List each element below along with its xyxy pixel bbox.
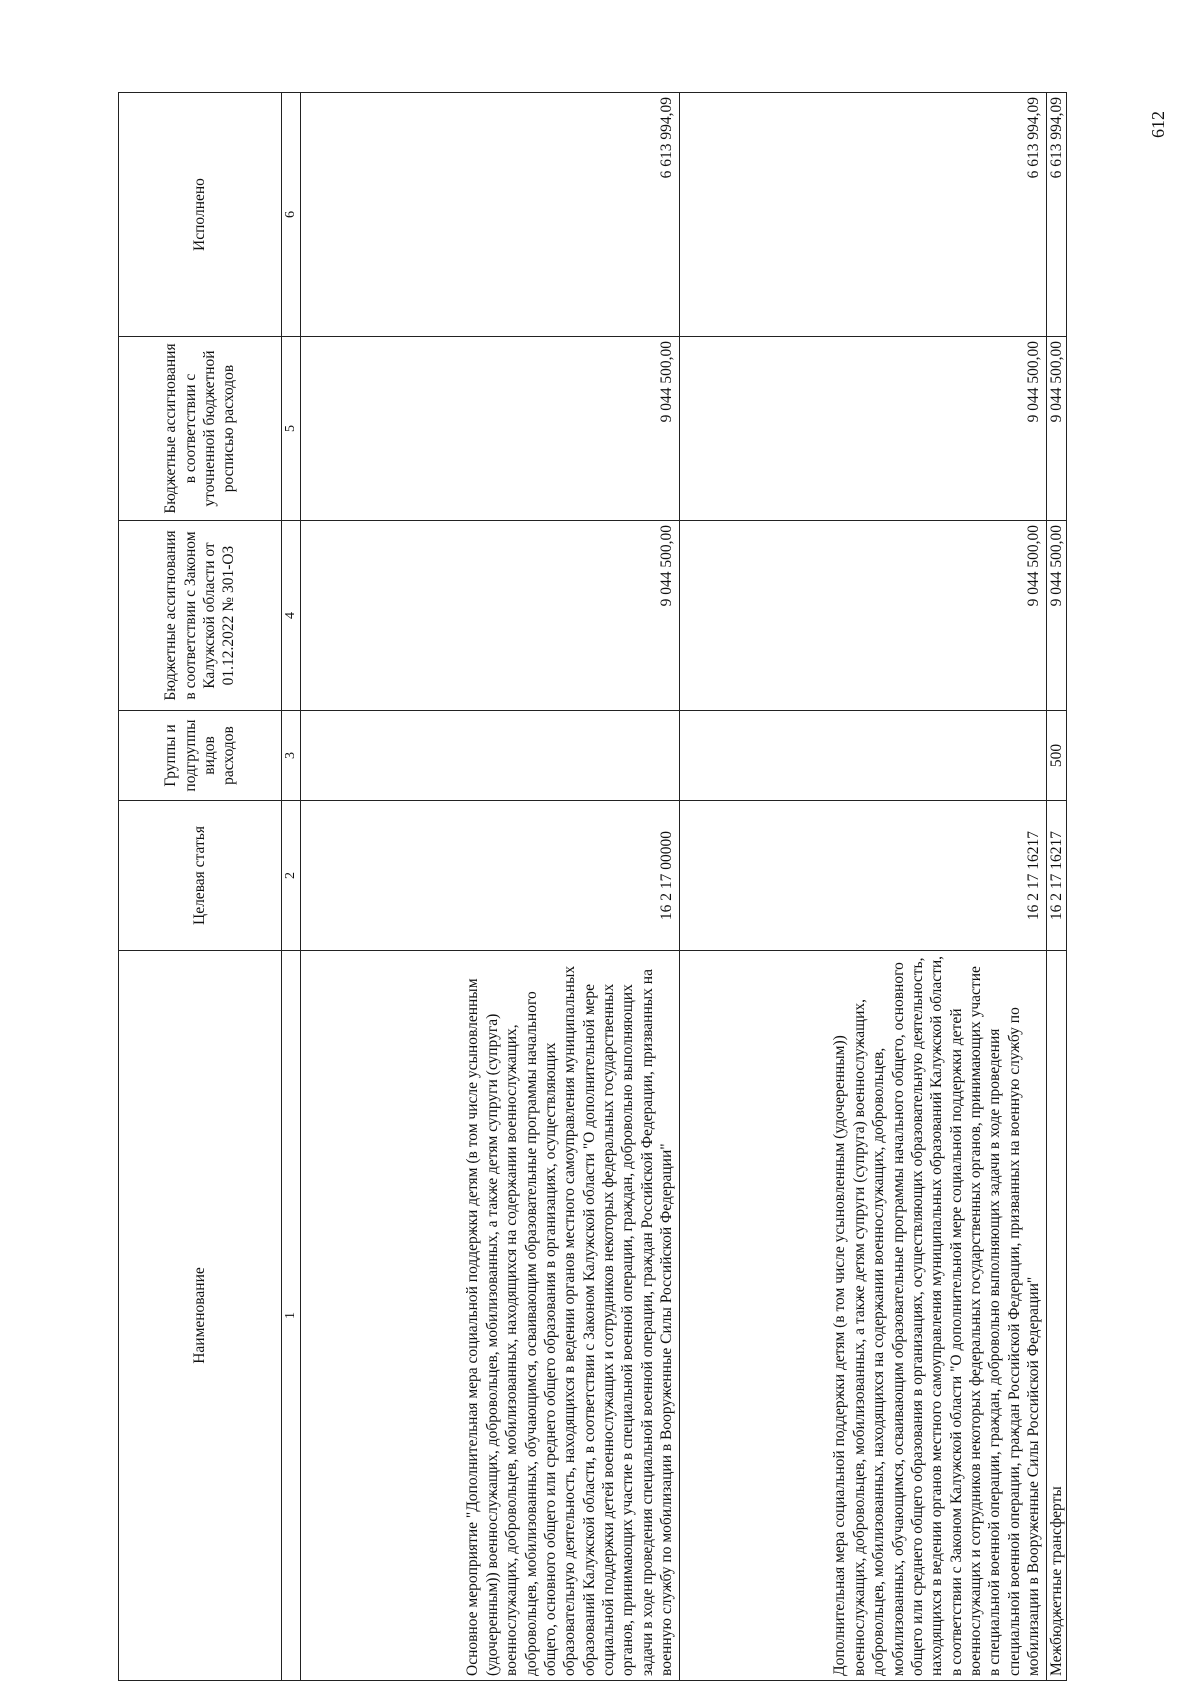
header-group: Группы и подгруппы видов расходов [119,711,282,801]
column-number: 4 [282,521,301,711]
row-group [300,711,679,801]
row-refined: 9 044 500,00 [679,337,1046,521]
column-number-row [282,93,301,1681]
row-group: 500 [1046,711,1066,801]
row-refined: 9 044 500,00 [300,337,679,521]
column-number: 6 [282,93,301,337]
row-executed: 6 613 994,09 [300,93,679,337]
row-name: Межбюджетные трансферты [1046,951,1066,1681]
column-number: 1 [282,951,301,1681]
column-number: 2 [282,801,301,951]
column-number: 3 [282,711,301,801]
row-executed: 6 613 994,09 [679,93,1046,337]
table-row [300,93,679,1681]
row-target: 16 2 17 16217 [679,801,1046,951]
header-executed: Исполнено [119,93,282,337]
table-row [1046,93,1066,1681]
budget-table-rotated [118,93,1070,1681]
header-refined: Бюджетные ассигнования в соответствии с уточненной бюджетной росписью расходов [119,337,282,521]
row-law: 9 044 500,00 [1046,521,1066,711]
header-law: Бюджетные ассигнования в соответствии с Законом Калужской области от 01.12.2022 № 301-ОЗ [119,521,282,711]
row-executed: 6 613 994,09 [1046,93,1066,337]
header-target: Целевая статья [119,801,282,951]
row-group [679,711,1046,801]
budget-table [118,92,1067,1681]
column-number: 5 [282,337,301,521]
header-name: Наименование [119,951,282,1681]
row-name: Основное мероприятие "Дополнительная мера социальной поддержки детям (в том числе усыновленным (удочеренным)) военнослужащих, добровольцев, мобилизованных, а также детям супруги (супруга) военнослужащих, добровольцев, мобилизованных, находящихся на содержании военнослужащих, добровольцев, мобилизованных, обучающимся, осваивающим образовательные программы начального общего, основного общего или среднего общего образования в организациях, осуществляющих образовательную деятельность, находящихся в ведении органов местного самоуправления муниципальных образований Калужской области, в соответствии с Законом Калужской области "О дополнительной мере социальной поддержки детей военнослужащих и сотрудников некоторых федеральных государственных органов, принимающих участие в специальной военной операции, граждан, добровольно выполняющих задачи в ходе проведения специальной военной операции, граждан Российской Федерации, призванных на военную службу по мобилизации в Вооруженные Силы Российской Федерации" [300,951,679,1681]
table-row [679,93,1046,1681]
row-target: 16 2 17 00000 [300,801,679,951]
row-refined: 9 044 500,00 [1046,337,1066,521]
page-number-text: 612 [1148,111,1168,138]
header-row [119,93,282,1681]
row-law: 9 044 500,00 [679,521,1046,711]
row-target: 16 2 17 16217 [1046,801,1066,951]
row-name: Дополнительная мера социальной поддержки детям (в том числе усыновленным (удочеренным)) военнослужащих, добровольцев, мобилизованных, а также детям супруги (супруга) военнослужащих, добровольцев, мобилизованных, находящихся на содержании военнослужащих, добровольцев, мобилизованных, обучающимся, осваивающим образовательные программы начального общего, основного общего или среднего общего образования в организациях, осуществляющих образовательную деятельность, находящихся в ведении органов местного самоуправления муниципальных образований Калужской области, в соответствии с Законом Калужской области "О дополнительной мере социальной поддержки детей военнослужащих и сотрудников некоторых федеральных государственных органов, принимающих участие в специальной военной операции, граждан, добровольно выполняющих задачи в ходе проведения специальной военной операции, граждан Российской Федерации, призванных на военную службу по мобилизации в Вооруженные Силы Российской Федерации" [679,951,1046,1681]
page-number [1148,78,1170,138]
row-law: 9 044 500,00 [300,521,679,711]
